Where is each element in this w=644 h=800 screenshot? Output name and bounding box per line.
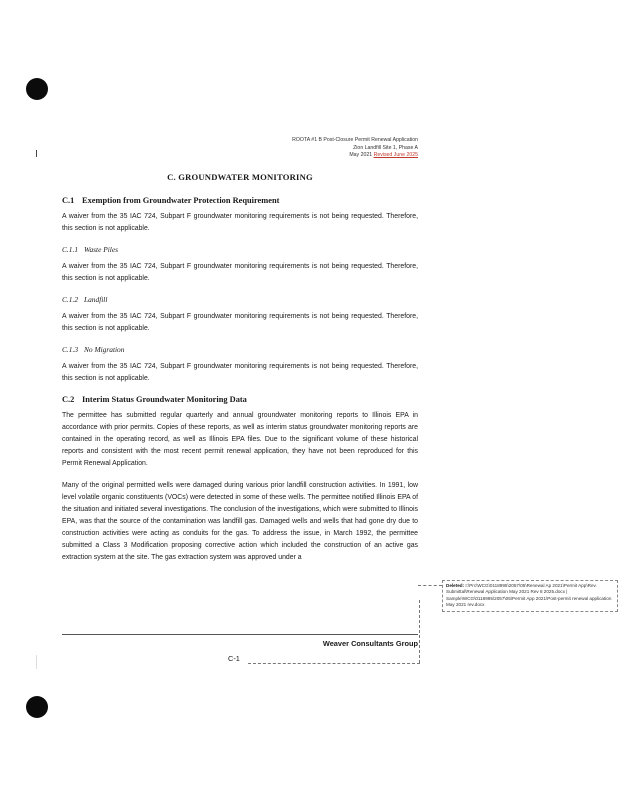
header-revised: Revised June 2025 xyxy=(373,152,418,158)
document-body xyxy=(62,172,418,574)
footer-dashed-line xyxy=(248,663,420,664)
section-title: No Migration xyxy=(84,345,125,354)
section-heading-c1 xyxy=(62,196,418,205)
header-line-1: ROOTA #1 B Post-Closure Permit Renewal Application xyxy=(292,137,418,143)
footer-divider xyxy=(62,634,418,635)
footer-company: Weaver Consultants Group xyxy=(322,639,418,648)
header-line-3 xyxy=(292,152,418,160)
comment-label: Deleted: xyxy=(446,583,465,588)
section-number: C.1.1 xyxy=(62,245,79,254)
punch-hole-top xyxy=(26,78,48,100)
section-title: Waste Piles xyxy=(84,245,119,254)
section-number: C.1.3 xyxy=(62,345,79,354)
revision-comment[interactable] xyxy=(442,580,618,612)
section-heading-c1-2 xyxy=(62,295,418,304)
section-number: C.1 xyxy=(62,196,75,205)
page-number: C-1 xyxy=(228,654,240,663)
paragraph: A waiver from the 35 IAC 724, Subpart F groundwater monitoring requirements is not being requested. Therefore, this section is not applicable. xyxy=(62,263,418,282)
punch-hole-bottom xyxy=(26,696,48,718)
comment-connector xyxy=(418,585,442,586)
header-line-2: Zion Landfill Site 1, Phase A xyxy=(353,144,418,151)
section-title: Interim Status Groundwater Monitoring Data xyxy=(82,395,247,404)
section-number: C.1.2 xyxy=(62,295,79,304)
section-title: Landfill xyxy=(84,295,108,304)
page-header xyxy=(292,137,418,160)
section-heading-c2 xyxy=(62,395,418,404)
section-title: Exemption from Groundwater Protection Requirement xyxy=(82,196,280,205)
comment-text: I:\Prc\WCG\0118995\2057\05\Renewal Ap 2021\Permit App\Rev. Submittal\Renewal Application May 2021 Rev 8 2025.docx | Sample\WCG\0118995\2057\05\Permit App 2021\Post-permit renewal application May 2021 rev.docx xyxy=(446,583,612,608)
paragraph: A waiver from the 35 IAC 724, Subpart F groundwater monitoring requirements is not being requested. Therefore, this section is not applicable. xyxy=(62,363,418,382)
footer-dashed-vertical xyxy=(419,600,420,663)
page-title: C. GROUNDWATER MONITORING xyxy=(167,172,313,182)
header-date: May 2021 xyxy=(349,152,373,158)
section-heading-c1-1 xyxy=(62,245,418,254)
section-heading-c1-3 xyxy=(62,345,418,354)
paragraph: A waiver from the 35 IAC 724, Subpart F groundwater monitoring requirements is not being requested. Therefore, this section is not applicable. xyxy=(62,213,418,232)
scan-mark xyxy=(36,655,37,669)
section-number: C.2 xyxy=(62,395,75,404)
paragraph: A waiver from the 35 IAC 724, Subpart F groundwater monitoring requirements is not being requested. Therefore, this section is not applicable. xyxy=(62,313,418,332)
scan-mark xyxy=(36,150,37,157)
paragraph: Many of the original permitted wells were damaged during various prior landfill construction activities. In 1991, low level volatile organic constituents (VOCs) were detected in some of these wells. The permittee notified Illinois EPA of the situation and initiated several investigations. The conclusion of the investigations, which were submitted to Illinois EPA, was that the source of the contamination was landfill gas. Damaged wells and wells that had gone dry due to construction activities were acting as conduits for the gas. To address the issue, in March 1992, the permittee submitted a Class 3 Modification proposing corrective action which included the construction of an active gas extraction system at the site. The gas extraction system was approved under a xyxy=(62,482,418,561)
paragraph: The permittee has submitted regular quarterly and annual groundwater monitoring reports to Illinois EPA in accordance with prior permits. Copies of these reports, as well as interim status groundwater monitoring reports are contained in the operating record, as well as Illinois EPA files. Due to the significant volume of these historical reports and consistent with the most recent permit renewal application, they have not been reproduced for this Permit Renewal Application. xyxy=(62,412,418,467)
